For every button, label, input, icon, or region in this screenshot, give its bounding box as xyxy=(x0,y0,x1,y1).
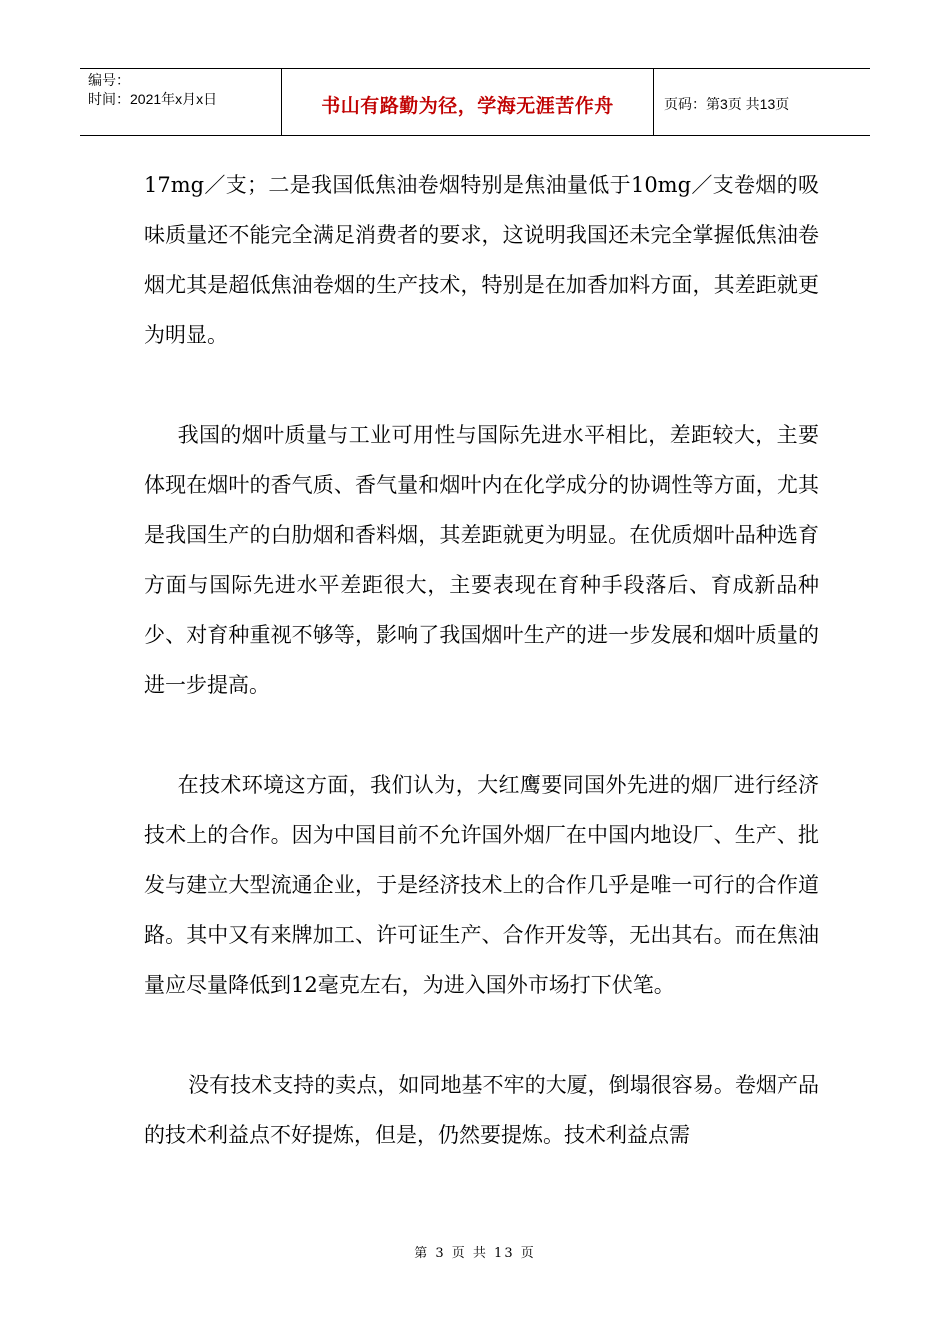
paragraph-4: 没有技术支持的卖点，如同地基不牢的大厦，倒塌很容易。卷烟产品的技术利益点不好提炼，但是，仍然要提炼。技术利益点需 xyxy=(144,1073,819,1147)
header-page-number: 页码：第3页 共13页 xyxy=(664,96,790,112)
document-body xyxy=(144,160,819,1160)
page-header xyxy=(80,68,870,136)
paragraph-3: 在技术环境这方面，我们认为，大红鹰要同国外先进的烟厂进行经济技术上的合作。因为中国目前不允许国外烟厂在中国内地设厂、生产、批发与建立大型流通企业，于是经济技术上的合作几乎是唯一可行的合作道路。其中又有来牌加工、许可证生产、合作开发等，无出其右。而在焦油量应尽量降低到12毫克左右，为进入国外市场打下伏笔。 xyxy=(144,773,819,997)
header-motto: 书山有路勤为径，学海无涯苦作舟 xyxy=(282,69,654,135)
header-meta xyxy=(80,69,282,135)
time-label: 时间：2021年x月x日 xyxy=(88,91,218,107)
serial-number-label: 编号： xyxy=(88,72,130,88)
paragraph-2: 我国的烟叶质量与工业可用性与国际先进水平相比，差距较大，主要体现在烟叶的香气质、香气量和烟叶内在化学成分的协调性等方面，尤其是我国生产的白肋烟和香料烟，其差距就更为明显。在优质烟叶品种选育方面与国际先进水平差距很大，主要表现在育种手段落后、育成新品种少、对育种重视不够等，影响了我国烟叶生产的进一步发展和烟叶质量的进一步提高。 xyxy=(144,423,819,697)
page-footer: 第 3 页 共 13 页 xyxy=(414,1246,536,1261)
paragraph-1: 17mg／支；二是我国低焦油卷烟特别是焦油量低于10mg／支卷烟的吸味质量还不能完全满足消费者的要求，这说明我国还未完全掌握低焦油卷烟尤其是超低焦油卷烟的生产技术，特别是在加香加料方面，其差距就更为明显。 xyxy=(144,173,819,347)
